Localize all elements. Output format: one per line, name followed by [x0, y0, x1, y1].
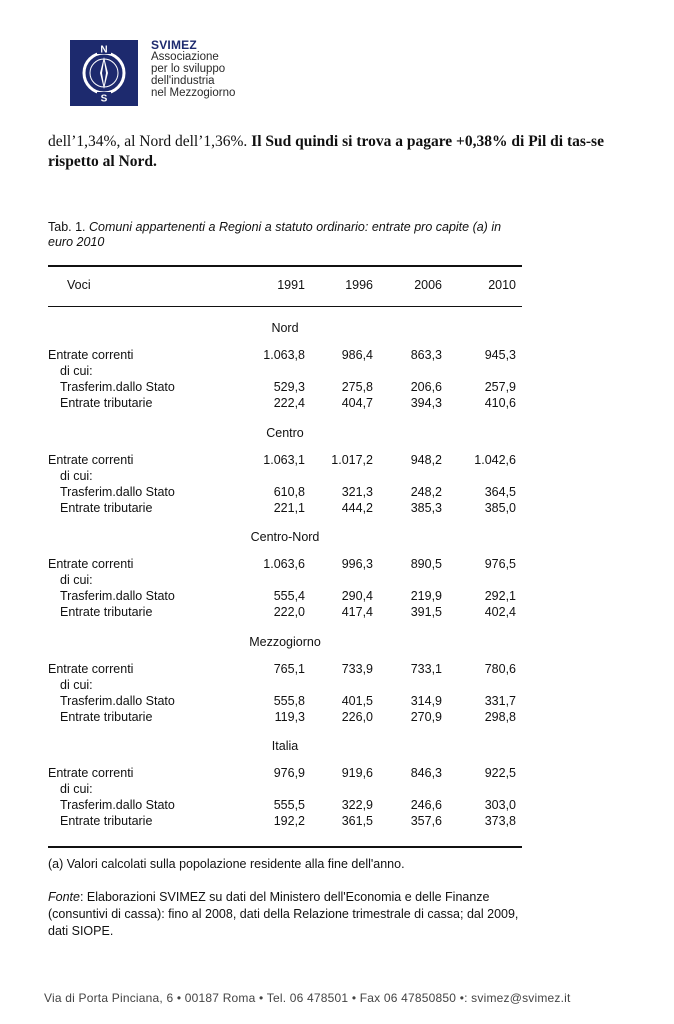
value-cell: 385,0 [484, 500, 516, 515]
row-label: Trasferim.dallo Stato [60, 484, 175, 499]
row-label: Entrate tributarie [60, 605, 153, 619]
row-label: Entrate correnti [48, 348, 134, 362]
value-cell: 948,2 [410, 452, 442, 467]
value-cell: 996,3 [341, 557, 373, 571]
org-line-4: nel Mezzogiorno [151, 87, 236, 99]
table-row [48, 678, 522, 694]
row-label: di cui: [60, 364, 93, 378]
table-row [48, 710, 522, 726]
value-cell: 206,6 [410, 380, 442, 394]
value-cell: 1.063,1 [263, 452, 305, 467]
table-section [48, 318, 522, 423]
value-cell: 765,1 [273, 661, 305, 676]
value-cell: 404,7 [341, 396, 373, 410]
table-row [48, 396, 522, 412]
table-section [48, 736, 522, 841]
row-label: Trasferim.dallo Stato [60, 798, 175, 812]
section-title: Centro-Nord [250, 530, 320, 544]
value-cell: 1.063,8 [263, 348, 305, 362]
value-cell: 401,5 [341, 693, 373, 708]
intro-plain: dell’1,34%, al Nord dell’1,36%. [48, 133, 252, 150]
value-cell: 321,3 [341, 484, 373, 499]
caption-prefix: Tab. 1. [48, 220, 89, 234]
table-header [48, 278, 522, 294]
value-cell: 226,0 [341, 709, 373, 724]
section-title: Mezzogiorno [249, 634, 321, 649]
intro-bold: Il Sud quindi si trova a pagare +0,38% di Pil di tas-se rispetto al Nord. [48, 133, 604, 170]
table-row [48, 798, 522, 814]
value-cell: 275,8 [341, 380, 373, 394]
value-cell: 555,5 [273, 798, 305, 812]
value-cell: 410,6 [484, 396, 516, 410]
value-cell: 361,5 [341, 814, 373, 828]
value-cell: 292,1 [484, 589, 516, 603]
section-title: Centro [266, 425, 304, 440]
source-label: Fonte [48, 890, 80, 904]
value-cell: 364,5 [484, 484, 516, 499]
value-cell: 733,1 [410, 661, 442, 676]
value-cell: 863,3 [410, 348, 442, 362]
table-row [48, 364, 522, 380]
value-cell: 357,6 [410, 814, 442, 828]
value-cell: 119,3 [274, 709, 305, 724]
value-cell: 733,9 [341, 661, 373, 676]
value-cell: 976,9 [273, 766, 305, 780]
section-title: Italia [271, 739, 299, 753]
value-cell: 219,9 [410, 589, 442, 603]
row-label: Entrate correnti [48, 766, 134, 780]
table-top-rule [48, 265, 522, 267]
value-cell: 1.063,6 [263, 557, 305, 571]
row-label: Entrate tributarie [60, 500, 153, 515]
value-cell: 322,9 [341, 798, 373, 812]
table-row [48, 557, 522, 573]
value-cell: 314,9 [410, 693, 442, 708]
value-cell: 290,4 [341, 589, 373, 603]
value-cell: 221,1 [273, 500, 305, 515]
table-row [48, 501, 522, 517]
table-caption [48, 220, 528, 250]
table-body [48, 318, 522, 841]
value-cell: 444,2 [341, 500, 373, 515]
organization-block [151, 39, 235, 99]
table-row [48, 485, 522, 501]
org-name: SVIMEZ [151, 38, 197, 52]
logo-letter-n: N [100, 44, 108, 56]
header-1991: 1991 [277, 278, 305, 292]
table-bottom-rule [48, 846, 522, 848]
row-label: Trasferim.dallo Stato [60, 380, 175, 394]
row-label: di cui: [60, 468, 93, 483]
value-cell: 922,5 [484, 766, 516, 780]
value-cell: 394,3 [410, 396, 442, 410]
row-label: Entrate tributarie [60, 709, 153, 724]
table-row [48, 605, 522, 621]
value-cell: 303,0 [484, 798, 516, 812]
value-cell: 270,9 [410, 709, 442, 724]
value-cell: 402,4 [484, 605, 516, 619]
value-cell: 945,3 [484, 348, 516, 362]
table-source [48, 889, 528, 940]
value-cell: 248,2 [410, 484, 442, 499]
row-label: Entrate correnti [48, 452, 134, 467]
row-label: di cui: [60, 677, 93, 692]
value-cell: 385,3 [410, 500, 442, 515]
table-footnote: (a) Valori calcolati sulla popolazione residente alla fine dell'anno. [48, 857, 405, 871]
row-label: Trasferim.dallo Stato [60, 589, 175, 603]
table-section [48, 632, 522, 737]
row-label: Entrate correnti [48, 557, 134, 571]
value-cell: 890,5 [410, 557, 442, 571]
row-label: di cui: [60, 782, 93, 796]
value-cell: 192,2 [273, 814, 305, 828]
value-cell: 846,3 [410, 766, 442, 780]
value-cell: 610,8 [273, 484, 305, 499]
intro-paragraph [48, 132, 628, 172]
value-cell: 555,4 [273, 589, 305, 603]
header-voci: Voci [67, 278, 91, 292]
value-cell: 919,6 [341, 766, 373, 780]
source-text: : Elaborazioni SVIMEZ su dati del Ministero dell'Economia e delle Finanze (consuntivi di cassa): fino al 2008, dati della Relazione trimestrale di cassa; dal 2009, dati SIOPE. [48, 890, 519, 938]
value-cell: 257,9 [484, 380, 516, 394]
table-row [48, 348, 522, 364]
row-label: Trasferim.dallo Stato [60, 693, 175, 708]
table-section [48, 423, 522, 528]
page-footer: Via di Porta Pinciana, 6 • 00187 Roma • Tel. 06 478501 • Fax 06 47850850 •: svimez@svimez.it [44, 991, 571, 1005]
table-row [48, 573, 522, 589]
value-cell: 529,3 [273, 380, 305, 394]
caption-title: Comuni appartenenti a Regioni a statuto ordinario: entrate pro capite (a) in euro 2010 [48, 220, 502, 249]
value-cell: 780,6 [484, 661, 516, 676]
section-title: Nord [271, 321, 299, 335]
row-label: Entrate tributarie [60, 396, 153, 410]
table-row [48, 662, 522, 678]
table-row [48, 782, 522, 798]
org-line-2: per lo sviluppo [151, 63, 226, 75]
value-cell: 298,8 [484, 709, 516, 724]
value-cell: 373,8 [484, 814, 516, 828]
row-label: di cui: [60, 573, 93, 587]
org-line-1: Associazione [151, 51, 219, 63]
value-cell: 1.042,6 [474, 452, 516, 467]
value-cell: 246,6 [410, 798, 442, 812]
value-cell: 222,4 [273, 396, 305, 410]
table-row [48, 694, 522, 710]
header-2006: 2006 [414, 278, 442, 292]
table-row [48, 589, 522, 605]
value-cell: 976,5 [484, 557, 516, 571]
value-cell: 331,7 [484, 693, 516, 708]
table-row [48, 814, 522, 830]
table-row [48, 766, 522, 782]
table-row [48, 469, 522, 485]
header-2010: 2010 [488, 278, 516, 292]
table-section [48, 527, 522, 632]
value-cell: 417,4 [341, 605, 373, 619]
table-row [48, 453, 522, 469]
org-line-3: dell'industria [151, 75, 215, 87]
value-cell: 1.017,2 [331, 452, 373, 467]
value-cell: 222,0 [273, 605, 305, 619]
row-label: Entrate correnti [48, 661, 134, 676]
table-row [48, 380, 522, 396]
value-cell: 391,5 [410, 605, 442, 619]
svimez-logo [70, 40, 138, 106]
value-cell: 986,4 [341, 348, 373, 362]
row-label: Entrate tributarie [60, 814, 153, 828]
value-cell: 555,8 [273, 693, 305, 708]
header-1996: 1996 [345, 278, 373, 292]
table-header-rule [48, 306, 522, 307]
logo-letter-s: S [100, 93, 108, 105]
